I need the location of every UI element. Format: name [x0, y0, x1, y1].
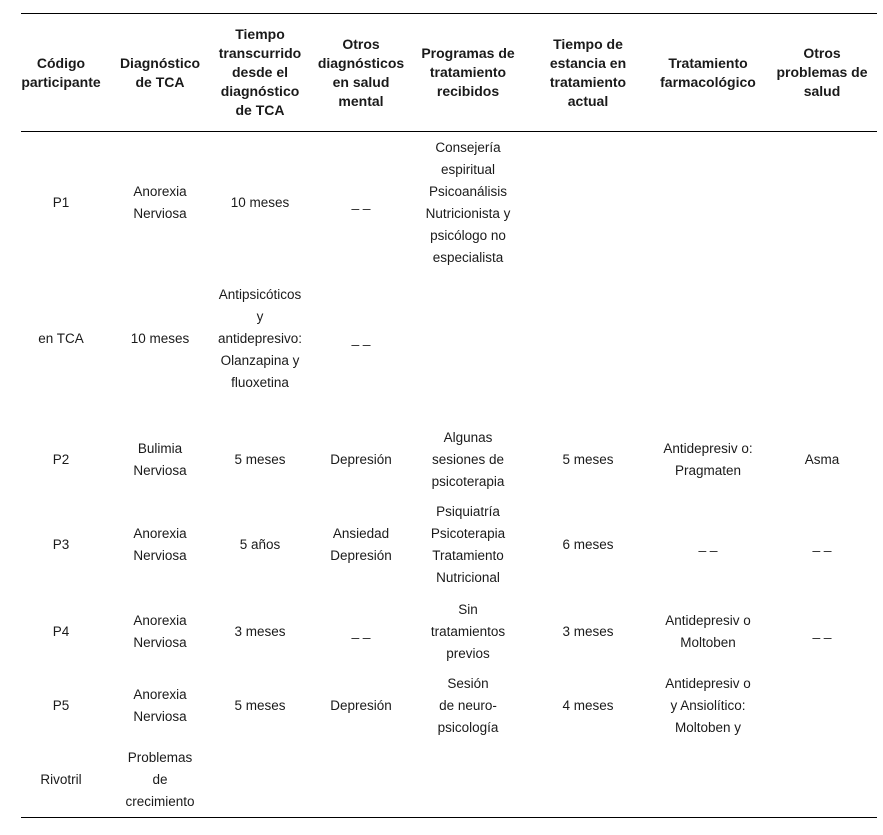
table-cell [772, 133, 872, 273]
table-cell: P5 [52, 698, 70, 713]
table-cell [640, 273, 776, 405]
table-cell: _ _ [698, 537, 718, 552]
table-cell [536, 744, 640, 816]
table-cell: Sesión de neuro- psicología [437, 676, 499, 735]
table-cell: 5 años [239, 537, 281, 552]
header-cell: Código participante [21, 54, 101, 90]
table-cell [772, 668, 872, 744]
table-cell: Anorexia Nerviosa [133, 526, 187, 563]
header-cell: Otros problemas de salud [776, 45, 868, 99]
table-cell: Sin tratamientos previos [430, 602, 506, 661]
table-cell: _ _ [812, 624, 832, 639]
header-cell: Tratamiento farmacológico [660, 54, 756, 90]
table-cell: Asma [804, 452, 840, 467]
table-cell: Depresión [330, 452, 392, 467]
table-cell: Antidepresiv o: Pragmaten [663, 441, 753, 478]
table-cell [772, 744, 872, 816]
table-cell: _ _ [351, 331, 371, 346]
table-cell: Bulimia Nerviosa [133, 441, 187, 478]
table-cell: 3 meses [562, 624, 614, 639]
table-cell [208, 744, 312, 816]
table-cell: Antipsicóticos y antidepresivo: Olanzapina y fluoxetina [217, 287, 303, 390]
table-cell: 10 meses [130, 331, 190, 346]
table-cell: P2 [52, 452, 70, 467]
table-cell: Anorexia Nerviosa [133, 613, 187, 650]
header-cell: Otros diagnósticos en salud mental [317, 35, 405, 109]
table-cell: P1 [52, 195, 70, 210]
table-cell [312, 744, 410, 816]
table-cell: _ _ [812, 537, 832, 552]
table-cell: _ _ [351, 195, 371, 210]
table-cell: 6 meses [562, 537, 614, 552]
table-cell: Algunas sesiones de psicoterapia [431, 430, 505, 489]
table-cell: 3 meses [234, 624, 286, 639]
table-cell [536, 133, 640, 273]
table-cell: 4 meses [562, 698, 614, 713]
table-cell [410, 273, 526, 405]
table-cell: Psiquiatría Psicoterapia Tratamiento Nutricional [430, 504, 506, 585]
table-cell: 5 meses [562, 452, 614, 467]
table-cell [640, 133, 776, 273]
table-cell: en TCA [38, 331, 84, 346]
table-cell: Consejería espiritual Psicoanálisis Nutricionista y psicólogo no especialista [425, 140, 511, 265]
table-cell: Antidepresiv o Moltoben [665, 613, 751, 650]
header-cell: Programas de tratamiento recibidos [421, 45, 515, 99]
table-cell: P3 [52, 537, 70, 552]
table-cell: 5 meses [234, 452, 286, 467]
table-cell: Anorexia Nerviosa [133, 184, 187, 221]
table-cell: Depresión [330, 698, 392, 713]
table-cell [536, 273, 640, 405]
header-bottom-rule [21, 131, 877, 132]
table-cell: 10 meses [230, 195, 290, 210]
table-cell [640, 744, 776, 816]
table-cell: Problemas de crecimiento [125, 750, 195, 809]
table-cell: Ansiedad Depresión [330, 526, 392, 563]
table-cell: _ _ [351, 624, 371, 639]
header-cell: Tiempo de estancia en tratamiento actual [549, 35, 627, 109]
table-cell: P4 [52, 624, 70, 639]
table-cell [772, 273, 872, 405]
table-cell: Antidepresiv o y Ansiolítico: Moltoben y [665, 676, 751, 735]
table-cell [410, 744, 526, 816]
header-cell: Tiempo transcurrido desde el diagnóstico de TCA [218, 26, 302, 118]
table-bottom-rule [21, 817, 877, 818]
table-cell: Anorexia Nerviosa [133, 687, 187, 724]
table-cell: 5 meses [234, 698, 286, 713]
header-cell: Diagnóstico de TCA [119, 54, 201, 90]
table-cell: Rivotril [40, 772, 82, 787]
